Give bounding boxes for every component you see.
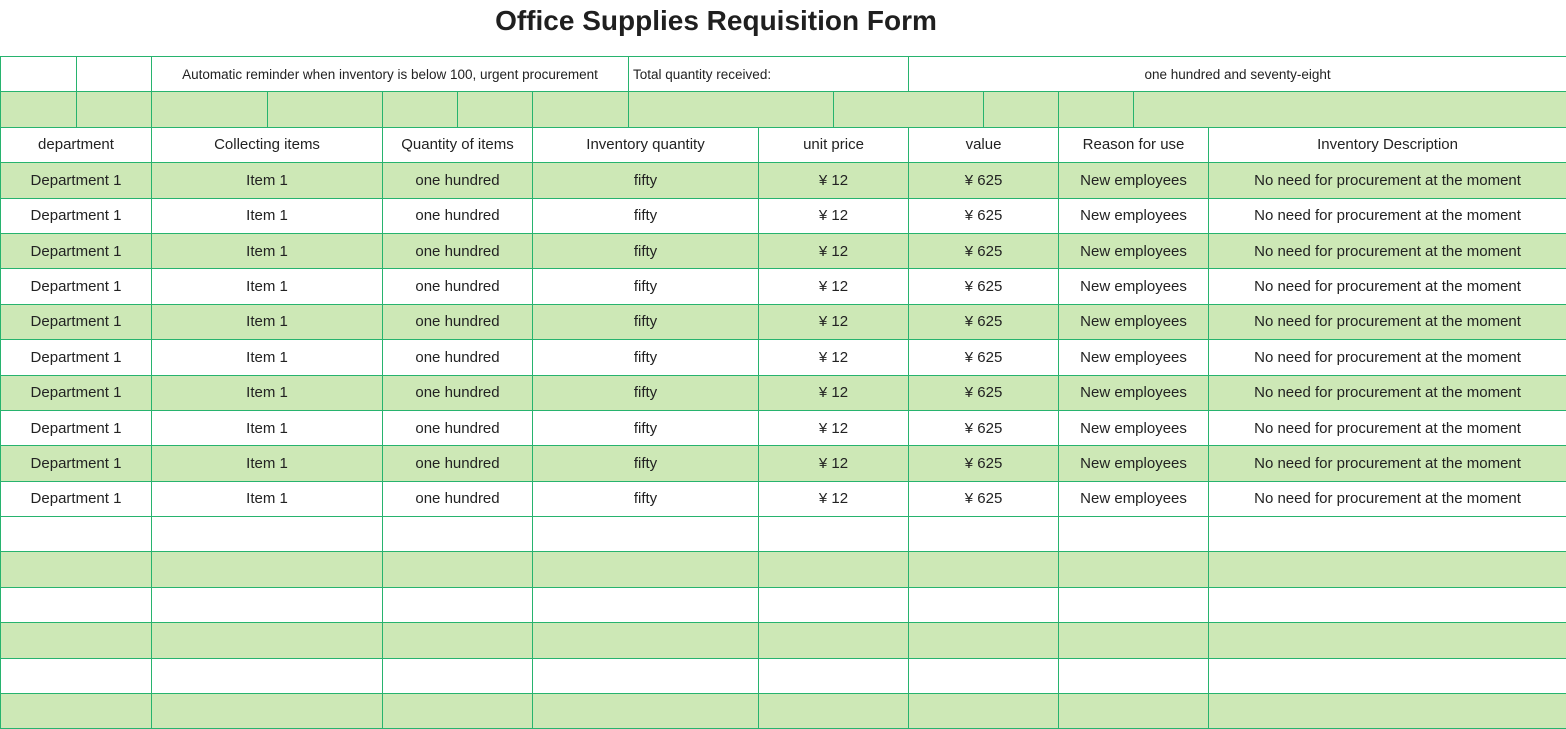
empty-cell[interactable] (759, 694, 909, 729)
header-reason[interactable]: Reason for use (1059, 127, 1209, 162)
empty-cell[interactable] (909, 658, 1059, 693)
unit-price-cell[interactable]: ¥ 12 (759, 340, 909, 375)
value-cell[interactable]: ¥ 625 (909, 233, 1059, 268)
value-cell[interactable]: ¥ 625 (909, 446, 1059, 481)
inventory-cell[interactable]: fifty (533, 269, 759, 304)
department-cell[interactable]: Department 1 (1, 481, 152, 516)
unit-price-cell[interactable]: ¥ 12 (759, 410, 909, 445)
cell[interactable] (1059, 92, 1134, 127)
empty-cell[interactable] (152, 517, 383, 552)
quantity-cell[interactable]: one hundred (383, 163, 533, 198)
empty-cell[interactable] (1, 623, 152, 658)
empty-cell[interactable] (1, 694, 152, 729)
cell[interactable] (152, 92, 268, 127)
empty-cell[interactable] (383, 517, 533, 552)
empty-cell[interactable] (1059, 517, 1209, 552)
quantity-cell[interactable]: one hundred (383, 233, 533, 268)
description-cell[interactable]: No need for procurement at the moment (1209, 481, 1566, 516)
value-cell[interactable]: ¥ 625 (909, 163, 1059, 198)
cell[interactable] (77, 92, 152, 127)
empty-cell[interactable] (533, 587, 759, 622)
unit-price-cell[interactable]: ¥ 12 (759, 269, 909, 304)
value-cell[interactable]: ¥ 625 (909, 481, 1059, 516)
quantity-cell[interactable]: one hundred (383, 375, 533, 410)
item-cell[interactable]: Item 1 (152, 198, 383, 233)
unit-price-cell[interactable]: ¥ 12 (759, 304, 909, 339)
description-cell[interactable]: No need for procurement at the moment (1209, 163, 1566, 198)
cell[interactable] (533, 92, 629, 127)
empty-cell[interactable] (1, 517, 152, 552)
cell[interactable] (629, 92, 834, 127)
empty-cell[interactable] (152, 658, 383, 693)
value-cell[interactable]: ¥ 625 (909, 304, 1059, 339)
department-cell[interactable]: Department 1 (1, 446, 152, 481)
empty-cell[interactable] (1059, 587, 1209, 622)
inventory-cell[interactable]: fifty (533, 340, 759, 375)
department-cell[interactable]: Department 1 (1, 340, 152, 375)
department-cell[interactable]: Department 1 (1, 410, 152, 445)
empty-cell[interactable] (383, 694, 533, 729)
reason-cell[interactable]: New employees (1059, 233, 1209, 268)
table-row (1, 198, 1566, 233)
header-collecting-items[interactable]: Collecting items (152, 127, 383, 162)
empty-cell[interactable] (909, 694, 1059, 729)
header-unit-price[interactable]: unit price (759, 127, 909, 162)
empty-cell[interactable] (152, 694, 383, 729)
department-cell[interactable]: Department 1 (1, 269, 152, 304)
cell[interactable] (1, 92, 77, 127)
quantity-cell[interactable]: one hundred (383, 198, 533, 233)
cell[interactable] (1, 57, 77, 92)
inventory-cell[interactable]: fifty (533, 198, 759, 233)
form-title: Office Supplies Requisition Form (0, 0, 1432, 44)
item-cell[interactable]: Item 1 (152, 340, 383, 375)
empty-cell[interactable] (533, 694, 759, 729)
reason-cell[interactable]: New employees (1059, 340, 1209, 375)
table-row (1, 481, 1566, 516)
item-cell[interactable]: Item 1 (152, 481, 383, 516)
spacer-row (1, 92, 1566, 127)
empty-cell[interactable] (1059, 658, 1209, 693)
empty-cell[interactable] (533, 623, 759, 658)
department-cell[interactable]: Department 1 (1, 233, 152, 268)
empty-row (1, 517, 1566, 552)
description-cell[interactable]: No need for procurement at the moment (1209, 198, 1566, 233)
unit-price-cell[interactable]: ¥ 12 (759, 446, 909, 481)
empty-cell[interactable] (909, 587, 1059, 622)
empty-cell[interactable] (1, 587, 152, 622)
empty-cell[interactable] (533, 517, 759, 552)
description-cell[interactable]: No need for procurement at the moment (1209, 233, 1566, 268)
description-cell[interactable]: No need for procurement at the moment (1209, 269, 1566, 304)
reason-cell[interactable]: New employees (1059, 269, 1209, 304)
unit-price-cell[interactable]: ¥ 12 (759, 375, 909, 410)
table-row (1, 375, 1566, 410)
reason-cell[interactable]: New employees (1059, 481, 1209, 516)
inventory-cell[interactable]: fifty (533, 410, 759, 445)
item-cell[interactable]: Item 1 (152, 269, 383, 304)
quantity-cell[interactable]: one hundred (383, 446, 533, 481)
table-row (1, 304, 1566, 339)
department-cell[interactable]: Department 1 (1, 163, 152, 198)
reminder-cell[interactable]: Automatic reminder when inventory is below 100, urgent procurement (152, 57, 629, 92)
value-cell[interactable]: ¥ 625 (909, 410, 1059, 445)
empty-cell[interactable] (909, 623, 1059, 658)
empty-cell[interactable] (759, 517, 909, 552)
reason-cell[interactable]: New employees (1059, 410, 1209, 445)
table-row (1, 340, 1566, 375)
inventory-cell[interactable]: fifty (533, 163, 759, 198)
unit-price-cell[interactable]: ¥ 12 (759, 198, 909, 233)
cell[interactable] (984, 92, 1059, 127)
inventory-cell[interactable]: fifty (533, 375, 759, 410)
table-row (1, 446, 1566, 481)
empty-cell[interactable] (1209, 587, 1566, 622)
empty-cell[interactable] (533, 658, 759, 693)
unit-price-cell[interactable]: ¥ 12 (759, 163, 909, 198)
quantity-cell[interactable]: one hundred (383, 481, 533, 516)
table-row (1, 410, 1566, 445)
empty-row (1, 623, 1566, 658)
empty-cell[interactable] (1059, 623, 1209, 658)
item-cell[interactable]: Item 1 (152, 446, 383, 481)
empty-cell[interactable] (1209, 694, 1566, 729)
reason-cell[interactable]: New employees (1059, 198, 1209, 233)
empty-row (1, 694, 1566, 729)
total-quantity-value[interactable]: one hundred and seventy-eight (909, 57, 1566, 92)
table-row (1, 163, 1566, 198)
empty-cell[interactable] (152, 587, 383, 622)
table-row (1, 269, 1566, 304)
empty-cell[interactable] (1209, 658, 1566, 693)
empty-cell[interactable] (1, 552, 152, 587)
empty-cell[interactable] (1209, 552, 1566, 587)
item-cell[interactable]: Item 1 (152, 304, 383, 339)
empty-cell[interactable] (383, 587, 533, 622)
info-row (1, 57, 1566, 92)
value-cell[interactable]: ¥ 625 (909, 375, 1059, 410)
empty-cell[interactable] (152, 623, 383, 658)
header-quantity[interactable]: Quantity of items (383, 127, 533, 162)
unit-price-cell[interactable]: ¥ 12 (759, 481, 909, 516)
description-cell[interactable]: No need for procurement at the moment (1209, 375, 1566, 410)
empty-cell[interactable] (759, 623, 909, 658)
reason-cell[interactable]: New employees (1059, 446, 1209, 481)
reason-cell[interactable]: New employees (1059, 375, 1209, 410)
header-inventory[interactable]: Inventory quantity (533, 127, 759, 162)
empty-cell[interactable] (759, 552, 909, 587)
total-quantity-label[interactable]: Total quantity received: (629, 57, 909, 92)
header-row (1, 127, 1566, 162)
empty-cell[interactable] (1209, 623, 1566, 658)
empty-cell[interactable] (1059, 552, 1209, 587)
empty-cell[interactable] (533, 552, 759, 587)
header-value[interactable]: value (909, 127, 1059, 162)
header-department[interactable]: department (1, 127, 152, 162)
item-cell[interactable]: Item 1 (152, 163, 383, 198)
empty-cell[interactable] (383, 623, 533, 658)
quantity-cell[interactable]: one hundred (383, 410, 533, 445)
department-cell[interactable]: Department 1 (1, 304, 152, 339)
cell[interactable] (268, 92, 383, 127)
value-cell[interactable]: ¥ 625 (909, 269, 1059, 304)
department-cell[interactable]: Department 1 (1, 198, 152, 233)
empty-cell[interactable] (152, 552, 383, 587)
reason-cell[interactable]: New employees (1059, 304, 1209, 339)
empty-cell[interactable] (1059, 694, 1209, 729)
empty-cell[interactable] (383, 658, 533, 693)
unit-price-cell[interactable]: ¥ 12 (759, 233, 909, 268)
inventory-cell[interactable]: fifty (533, 481, 759, 516)
description-cell[interactable]: No need for procurement at the moment (1209, 410, 1566, 445)
cell[interactable] (77, 57, 152, 92)
empty-cell[interactable] (909, 552, 1059, 587)
header-description[interactable]: Inventory Description (1209, 127, 1566, 162)
quantity-cell[interactable]: one hundred (383, 269, 533, 304)
department-cell[interactable]: Department 1 (1, 375, 152, 410)
empty-cell[interactable] (383, 552, 533, 587)
cell[interactable] (834, 92, 984, 127)
description-cell[interactable]: No need for procurement at the moment (1209, 304, 1566, 339)
value-cell[interactable]: ¥ 625 (909, 340, 1059, 375)
empty-cell[interactable] (1, 658, 152, 693)
reason-cell[interactable]: New employees (1059, 163, 1209, 198)
quantity-cell[interactable]: one hundred (383, 304, 533, 339)
empty-cell[interactable] (759, 587, 909, 622)
empty-row (1, 552, 1566, 587)
item-cell[interactable]: Item 1 (152, 233, 383, 268)
item-cell[interactable]: Item 1 (152, 410, 383, 445)
item-cell[interactable]: Item 1 (152, 375, 383, 410)
cell[interactable] (458, 92, 533, 127)
requisition-table (0, 56, 1566, 729)
cell[interactable] (383, 92, 458, 127)
quantity-cell[interactable]: one hundred (383, 340, 533, 375)
cell[interactable] (1134, 92, 1566, 127)
empty-cell[interactable] (1209, 517, 1566, 552)
inventory-cell[interactable]: fifty (533, 233, 759, 268)
value-cell[interactable]: ¥ 625 (909, 198, 1059, 233)
inventory-cell[interactable]: fifty (533, 304, 759, 339)
description-cell[interactable]: No need for procurement at the moment (1209, 446, 1566, 481)
description-cell[interactable]: No need for procurement at the moment (1209, 340, 1566, 375)
empty-cell[interactable] (909, 517, 1059, 552)
empty-row (1, 587, 1566, 622)
empty-row (1, 658, 1566, 693)
empty-cell[interactable] (759, 658, 909, 693)
table-row (1, 233, 1566, 268)
inventory-cell[interactable]: fifty (533, 446, 759, 481)
